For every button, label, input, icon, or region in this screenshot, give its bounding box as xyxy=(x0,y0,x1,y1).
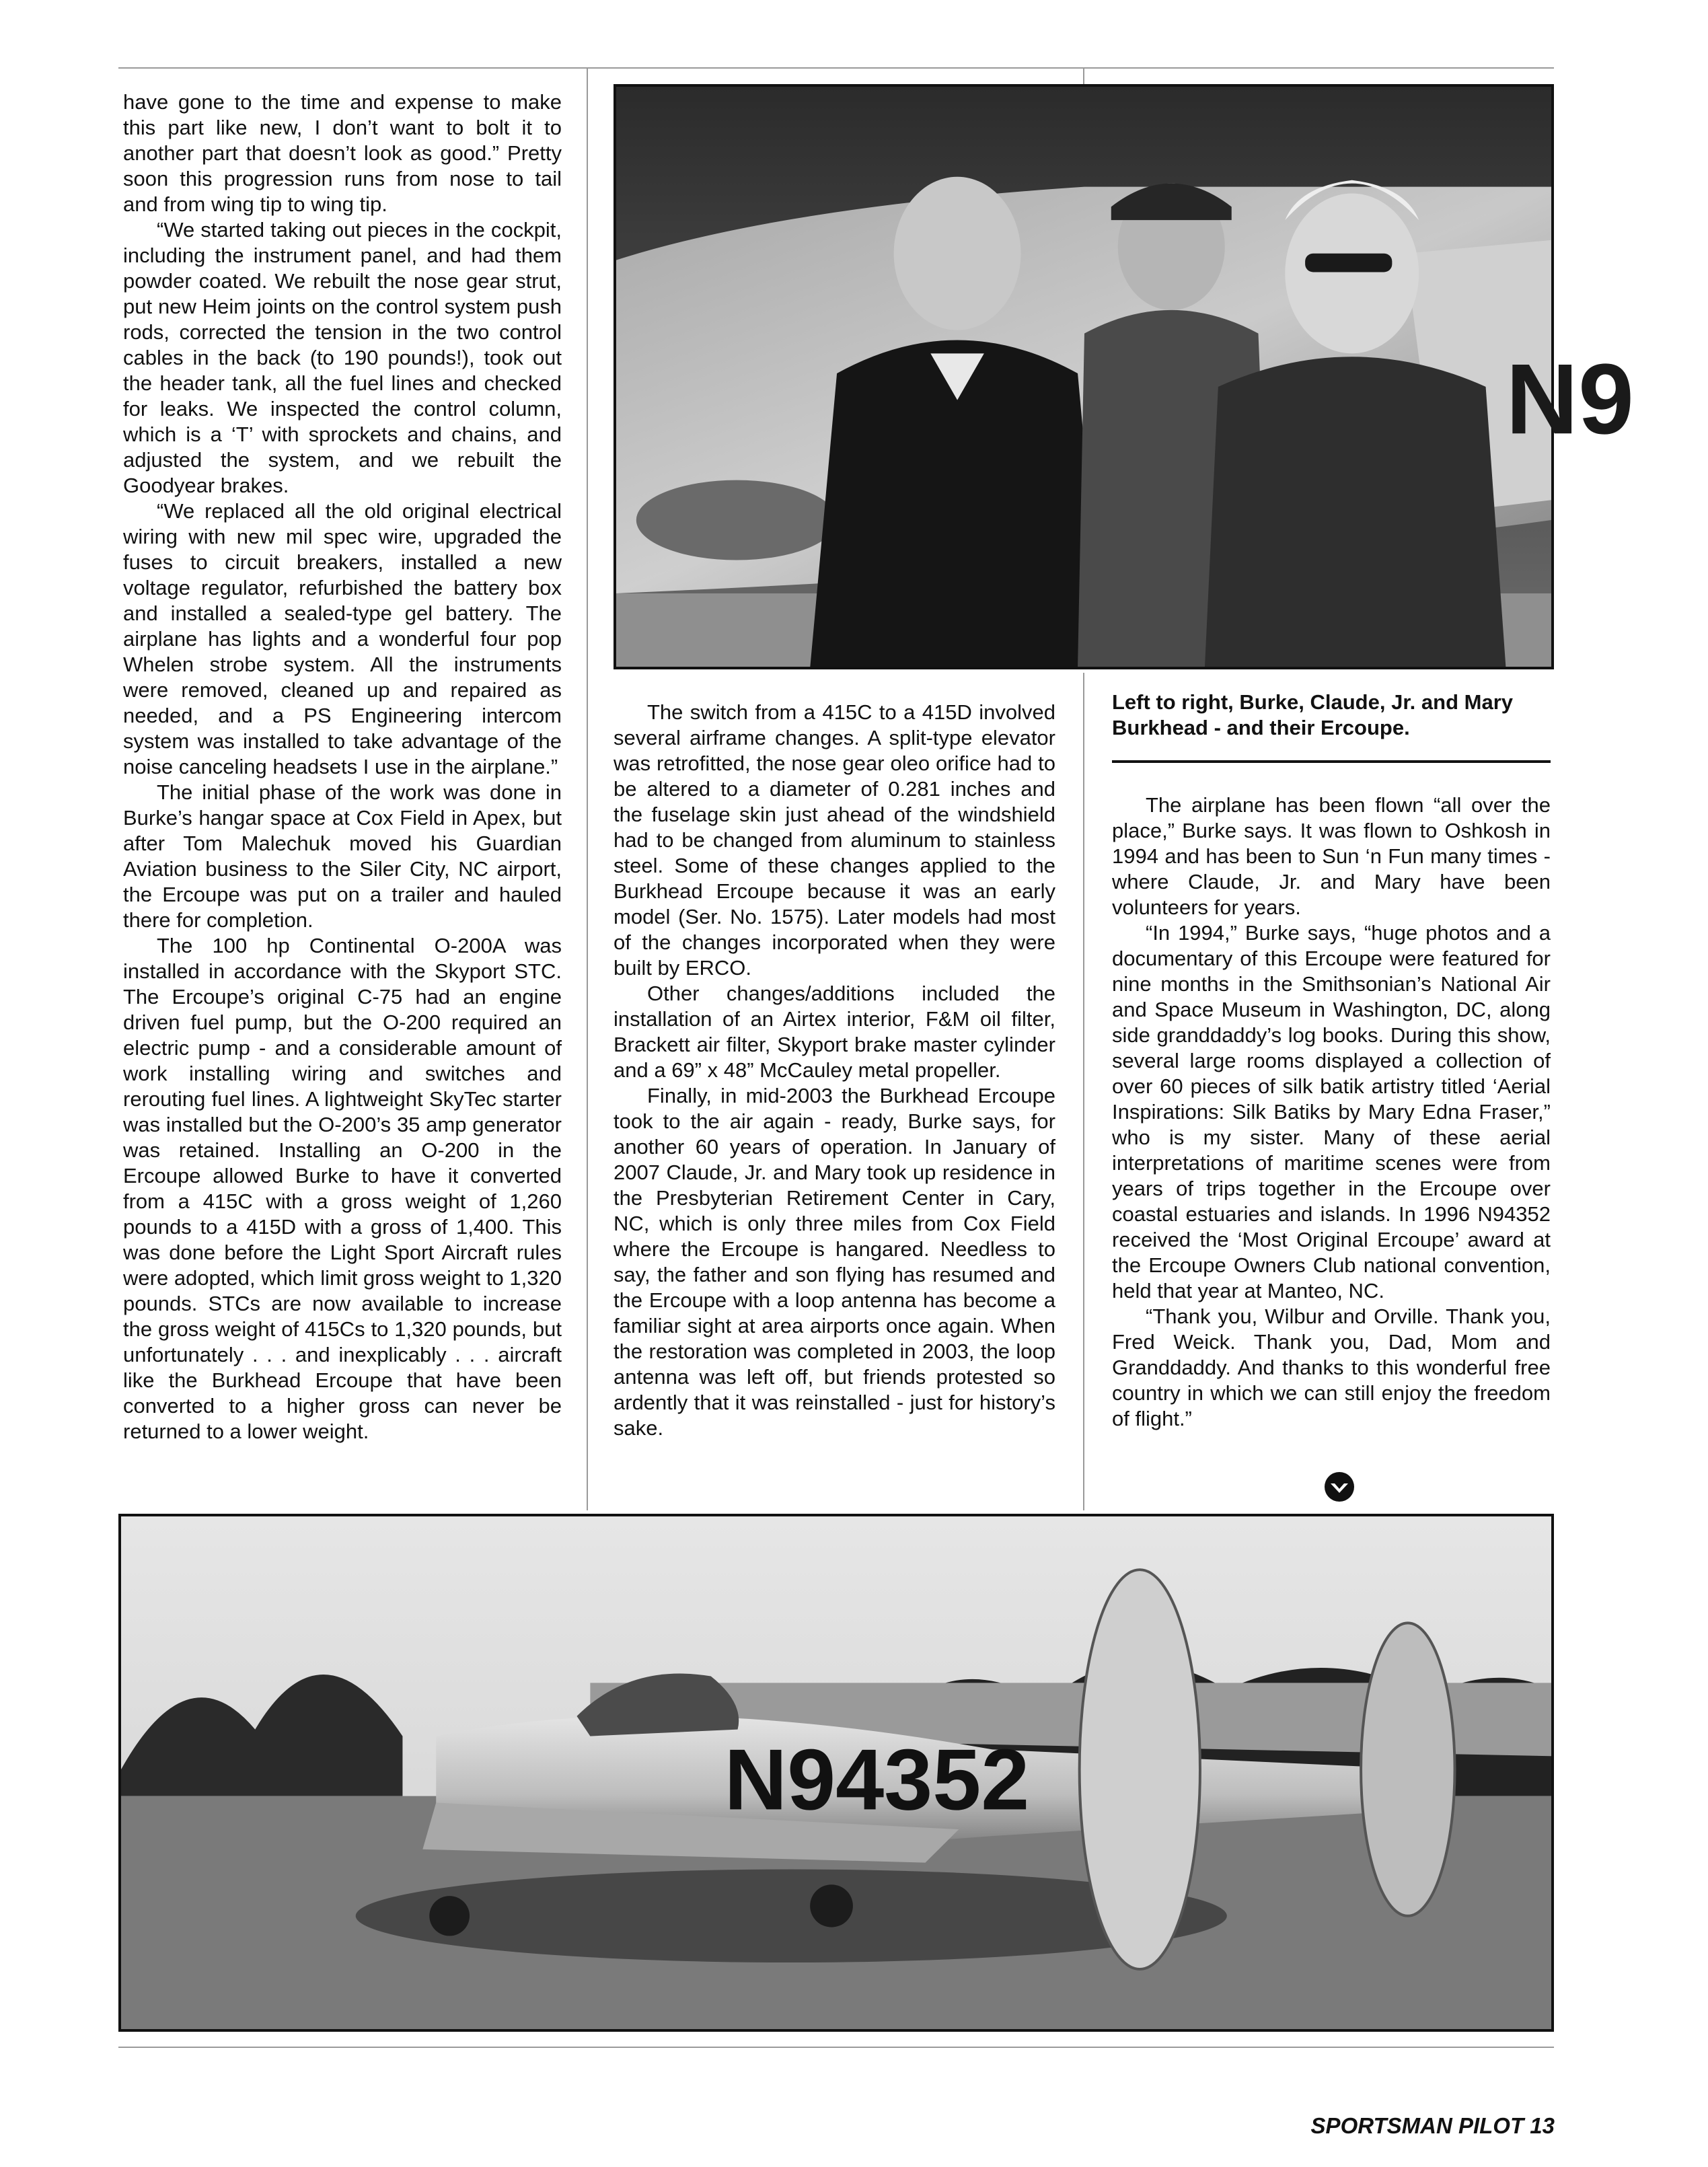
page-footer: SPORTSMAN PILOT 13 xyxy=(1310,2113,1555,2138)
bottom-rule xyxy=(118,2047,1554,2048)
paragraph: The airplane has been flown “all over the place,” Burke says. It was flown to Oshkosh in 1994 and has been to Sun ‘n Fun many times - where Claude, Jr. and Mary have been volunteers for years. xyxy=(1112,793,1551,919)
paragraph: The switch from a 415C to a 415D involved several airframe changes. A split-type elevator was retrofitted, the nose gear oleo orifice had to be altered to a diameter of 0.281 inches and the fuselage skin just ahead of the windshield had to be changed from aluminum to stainless steel. Some of these changes applied to the Burkhead Ercoupe because it was an early model (Ser. No. 1575). Later models had most of the changes incorporated when they were built by ERCO. xyxy=(614,700,1055,980)
tail-number-fragment: N9 xyxy=(1506,342,1635,455)
article-column-2 xyxy=(614,700,1055,1441)
column-divider-2-lower xyxy=(1083,673,1084,1510)
top-rule xyxy=(118,67,1554,69)
paragraph: “In 1994,” Burke says, “huge photos and a documentary of this Ercoupe were featured for nine months in the Smithsonian’s National Air and Space Museum in Washington, DC, along side granddaddy’s log books. During this show, several large rooms displayed a collection of over 60 pieces of silk batik artistry titled ‘Aerial Inspirations: Silk Batiks by Mary Edna Fraser,” who is my sister. Many of these aerial interpretations of maritime scenes were from years of trips together in the Ercoupe over coastal estuaries and islands. In 1996 N94352 received the ‘Most Original Ercoupe’ award at the Ercoupe Owners Club national convention, held that year at Manteo, NC. xyxy=(1112,921,1551,1302)
paragraph: Finally, in mid-2003 the Burkhead Ercoupe took to the air again - ready, Burke says, for another 60 years of operation. In January of 2007 Claude, Jr. and Mary took up residence in the Presbyterian Retirement Center in Cary, NC, which is only three miles from Cox Field where the Ercoupe is hangared. Needless to say, the father and son flying has resumed and the Ercoupe with a loop antenna has become a familiar sight at area airports once again. When the restoration was completed in 2003, the loop antenna was left off, but friends protested so ardently that it was reinstalled - just for history’s sake. xyxy=(614,1084,1055,1440)
article-column-3 xyxy=(1112,793,1551,1432)
photo-caption: Left to right, Burke, Claude, Jr. and Mary Burkhead - and their Ercoupe. xyxy=(1112,690,1513,739)
paragraph: The 100 hp Continental O-200A was installed in accordance with the Skyport STC. The Ercoupe’s original C-75 had an engine driven fuel pump, but the O-200 required an electric pump - and a considerable amount of work installing wiring and switches and rerouting fuel lines. A lightweight SkyTec starter was installed but the O-200’s 35 amp generator was retained. Installing an O-200 in the Ercoupe allowed Burke to have it converted from a 415C with a gross weight of 1,260 pounds to a 415D with a gross of 1,400. This was done before the Light Sport Aircraft rules were adopted, which limit gross weight to 1,320 pounds. STCs are now available to increase the gross weight of 415Cs to 1,320 pounds, but unfortunately . . . and inexplicably . . . aircraft like the Burkhead Ercoupe that have been converted to a higher gross can never be returned to a lower weight. xyxy=(123,934,562,1443)
paragraph: have gone to the time and expense to make this part like new, I don’t want to bolt it to another part that doesn’t look as good.” Pretty soon this progression runs from nose to tail and from wing tip to wing tip. xyxy=(123,90,562,216)
airplane-photo xyxy=(118,1514,1554,2032)
paragraph: “Thank you, Wilbur and Orville. Thank you, Fred Weick. Thank you, Dad, Mom and Granddaddy. And thanks to this wonderful free country in which we can still enjoy the freedom of flight.” xyxy=(1112,1305,1551,1430)
paragraph: The initial phase of the work was done in Burke’s hangar space at Cox Field in Apex, but after Tom Malechuk moved his Guardian Aviation business to the Siler City, NC airport, the Ercoupe was put on a trailer and hauled there for completion. xyxy=(123,780,562,932)
paragraph: “We replaced all the old original electrical wiring with new mil spec wire, upgraded the fuses to circuit breakers, installed a new voltage regulator, refurbished the battery box and installed a sealed-type gel battery. The airplane has lights and a wonderful four pop Whelen strobe system. All the instruments were removed, cleaned up and repaired as needed, and a PS Engineering intercom system was installed to take advantage of the noise canceling headsets I use in the airplane.” xyxy=(123,499,562,778)
end-of-article-icon xyxy=(1324,1471,1355,1502)
registration-number: N94352 xyxy=(724,1731,1030,1829)
paragraph: Other changes/additions included the installation of an Airtex interior, F&M oil filter, Brackett air filter, Skyport brake master cylinder and a 69” x 48” McCauley metal propeller. xyxy=(614,982,1055,1082)
caption-rule xyxy=(1112,760,1551,763)
paragraph: “We started taking out pieces in the cockpit, including the instrument panel, and had them powder coated. We rebuilt the nose gear strut, put new Heim joints on the control system push rods, corrected the tension in the two control cables in the back (to 190 pounds!), took out the header tank, all the fuel lines and checked for leaks. We inspected the control column, which is a ‘T’ with sprockets and chains, and adjusted the system, and we rebuilt the Goodyear brakes. xyxy=(123,218,562,497)
column-divider-1 xyxy=(587,67,588,1510)
article-column-1 xyxy=(123,89,562,1444)
people-photo xyxy=(614,84,1635,669)
